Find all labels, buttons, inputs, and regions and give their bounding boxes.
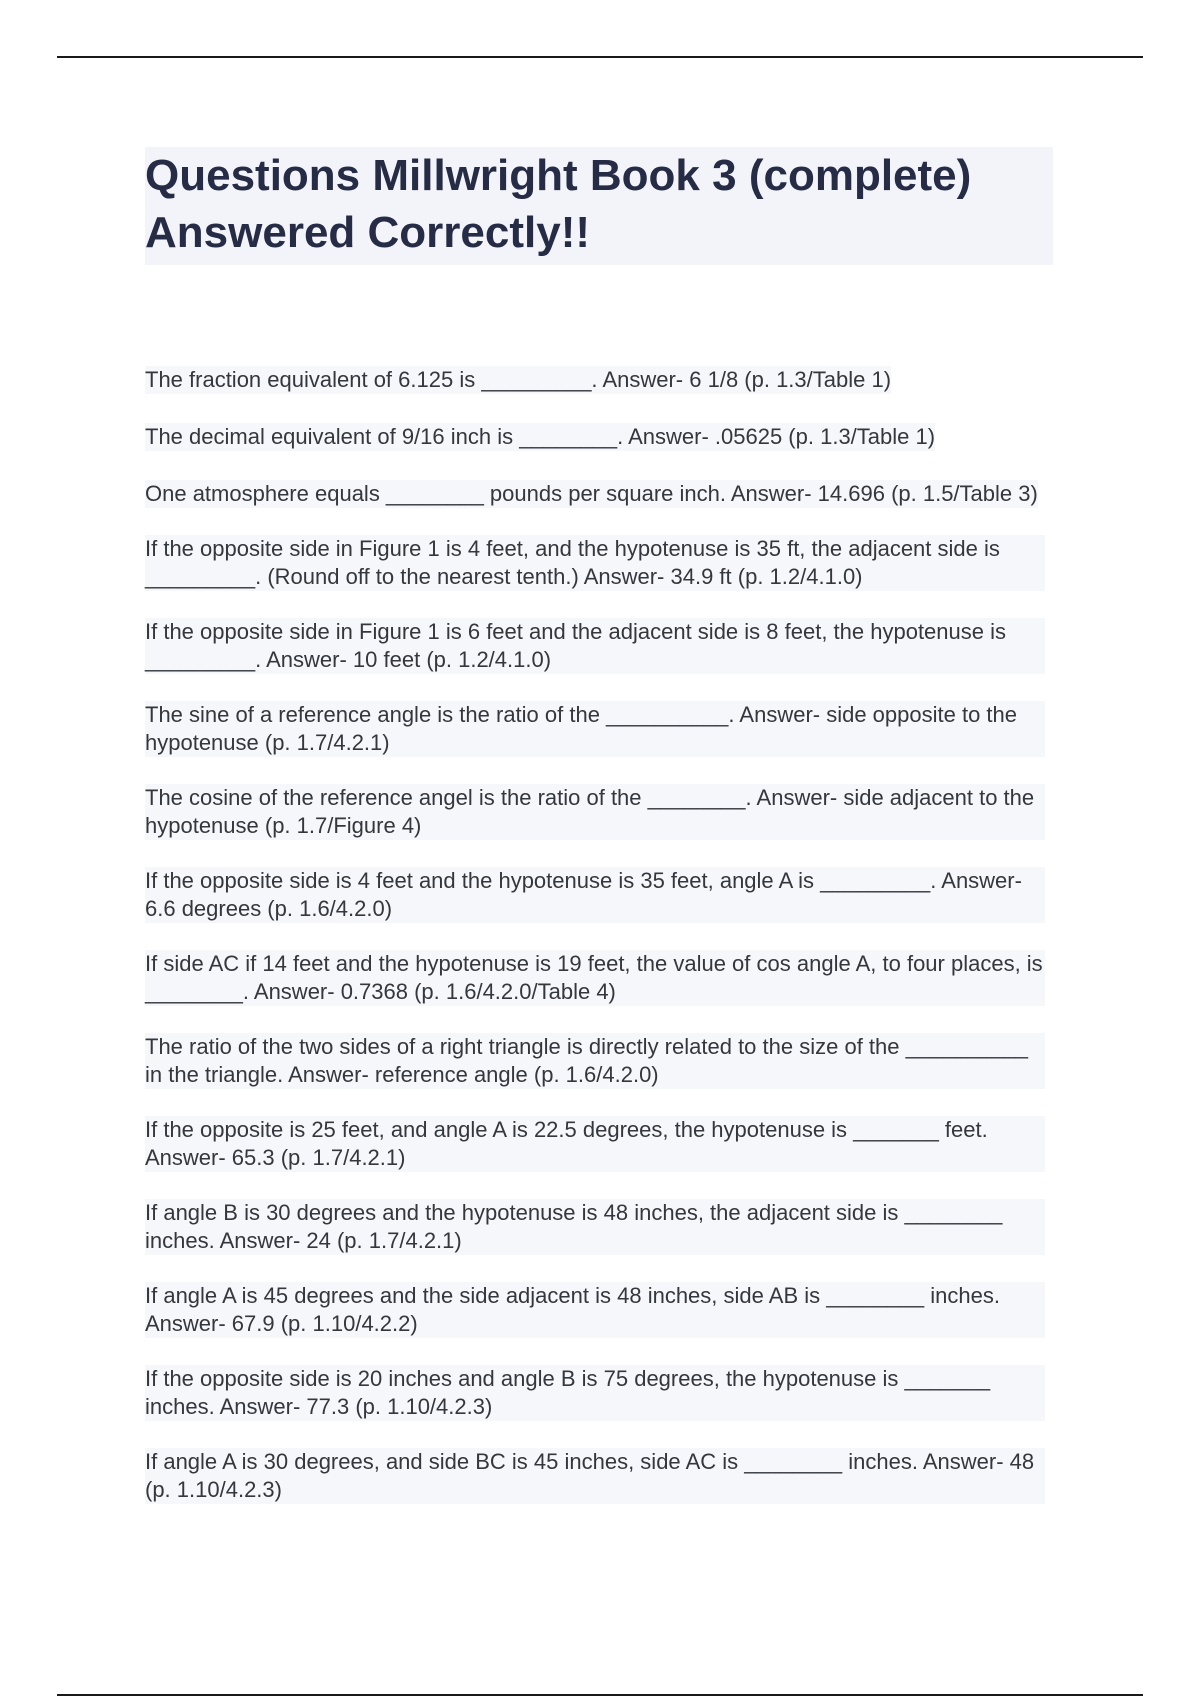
- question-item: The decimal equivalent of 9/16 inch is ________. Answer- .05625 (p. 1.3/Table 1): [145, 424, 936, 449]
- top-rule: [57, 56, 1143, 58]
- question-item: If angle A is 45 degrees and the side adjacent is 48 inches, side AB is ________ inches. Answer- 67.9 (p. 1.10/4.2.2): [145, 1282, 1045, 1338]
- question-item: One atmosphere equals ________ pounds per square inch. Answer- 14.696 (p. 1.5/Table 3): [145, 481, 1038, 506]
- question-item: If side AC if 14 feet and the hypotenuse is 19 feet, the value of cos angle A, to four places, is ________. Answer- 0.7368 (p. 1.6/4.2.0/Table 4): [145, 950, 1045, 1006]
- question-item: If the opposite side is 20 inches and angle B is 75 degrees, the hypotenuse is _______ inches. Answer- 77.3 (p. 1.10/4.2.3): [145, 1365, 1045, 1421]
- question-item: If the opposite side is 4 feet and the hypotenuse is 35 feet, angle A is _________. Answer- 6.6 degrees (p. 1.6/4.2.0): [145, 867, 1045, 923]
- question-list: [145, 366, 1045, 1531]
- question-item: The fraction equivalent of 6.125 is _________. Answer- 6 1/8 (p. 1.3/Table 1): [145, 367, 892, 392]
- question-item: The sine of a reference angle is the ratio of the __________. Answer- side opposite to the hypotenuse (p. 1.7/4.2.1): [145, 701, 1045, 757]
- question-item: If angle B is 30 degrees and the hypotenuse is 48 inches, the adjacent side is ________ inches. Answer- 24 (p. 1.7/4.2.1): [145, 1199, 1045, 1255]
- question-item: The ratio of the two sides of a right triangle is directly related to the size of the __________ in the triangle. Answer- reference angle (p. 1.6/4.2.0): [145, 1033, 1045, 1089]
- question-item: The cosine of the reference angel is the ratio of the ________. Answer- side adjacent to the hypotenuse (p. 1.7/Figure 4): [145, 784, 1045, 840]
- title-block: [145, 147, 1053, 265]
- question-item: If the opposite is 25 feet, and angle A is 22.5 degrees, the hypotenuse is _______ feet. Answer- 65.3 (p. 1.7/4.2.1): [145, 1116, 1045, 1172]
- question-item: If angle A is 30 degrees, and side BC is 45 inches, side AC is ________ inches. Answer- 48 (p. 1.10/4.2.3): [145, 1448, 1045, 1504]
- bottom-rule: [57, 1694, 1143, 1696]
- question-item: If the opposite side in Figure 1 is 4 feet, and the hypotenuse is 35 ft, the adjacent side is _________. (Round off to the nearest tenth.) Answer- 34.9 ft (p. 1.2/4.1.0): [145, 535, 1045, 591]
- question-item: If the opposite side in Figure 1 is 6 feet and the adjacent side is 8 feet, the hypotenuse is _________. Answer- 10 feet (p. 1.2/4.1.0): [145, 618, 1045, 674]
- page-title: Questions Millwright Book 3 (complete) Answered Correctly!!: [145, 151, 972, 257]
